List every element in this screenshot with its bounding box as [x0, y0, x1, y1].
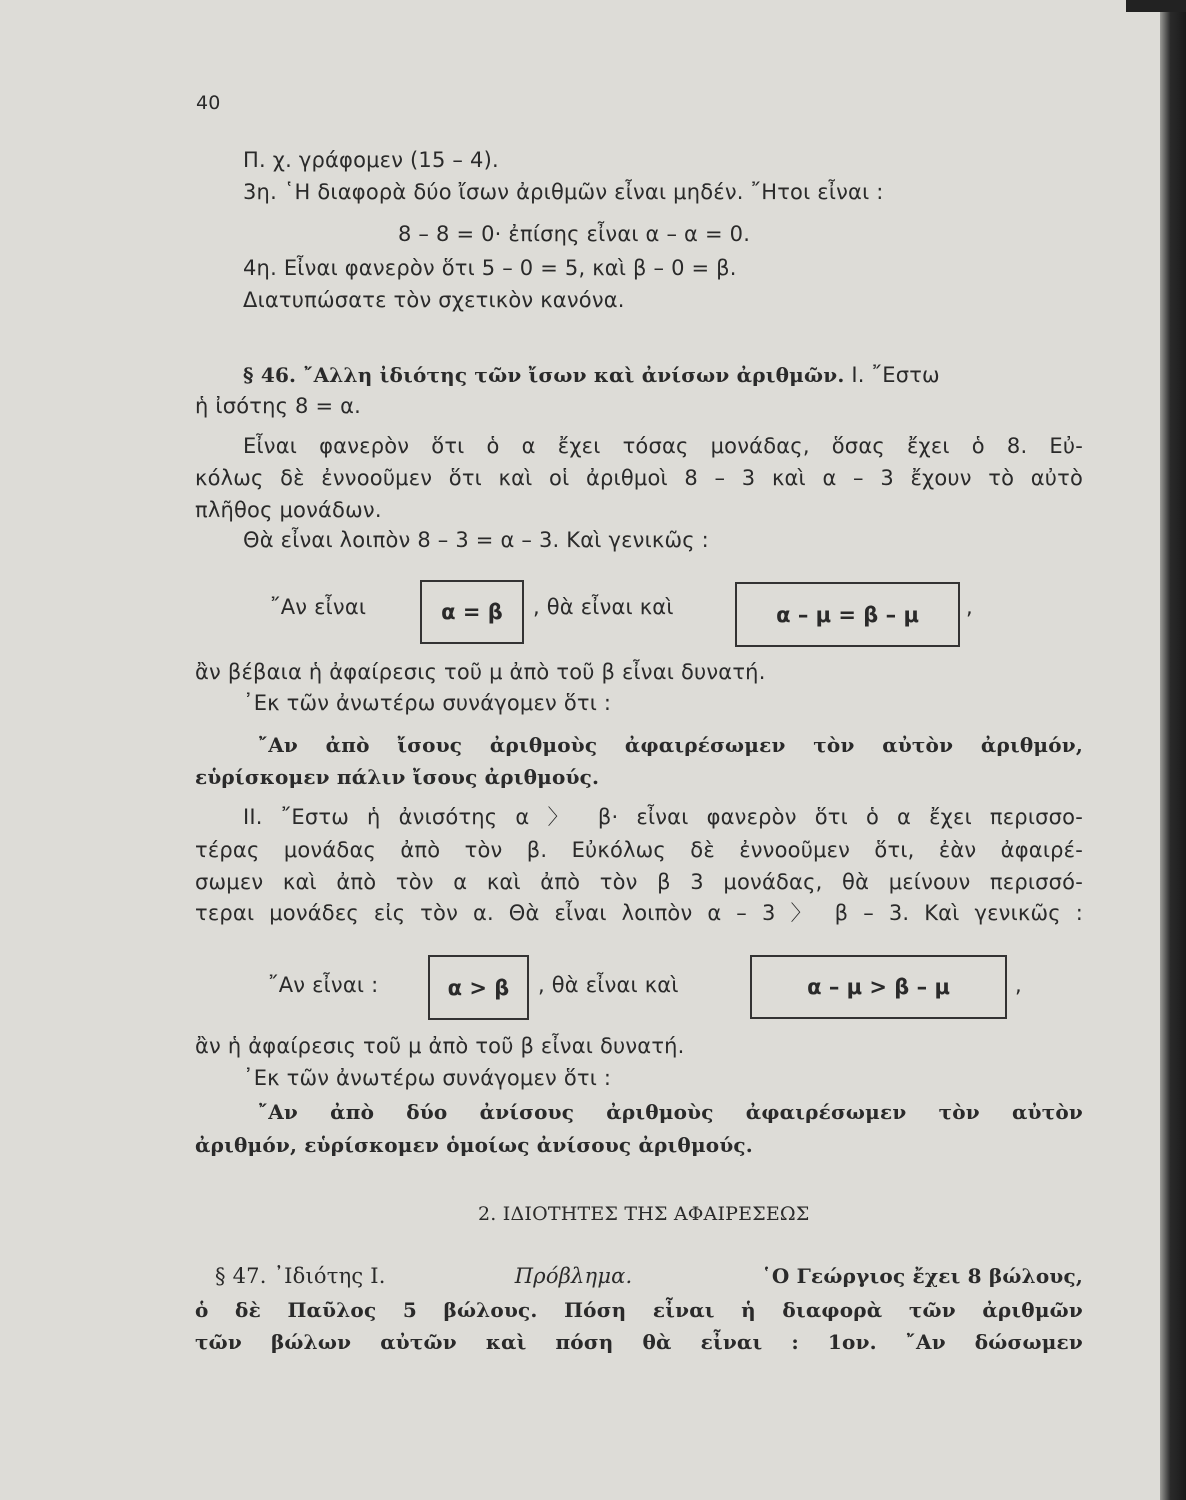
text-line: ἂν ἡ ἀφαίρεσις τοῦ μ ἀπὸ τοῦ β εἶναι δυνατή. [195, 1034, 685, 1058]
text-line: Θὰ εἶναι λοιπὸν 8 – 3 = α – 3. Καὶ γενικῶς : [243, 528, 709, 552]
text-line: II. ῎Εστω ἡ ἀνισότης α 〉 β· εἶναι φανερὸν ὅτι ὁ α ἔχει περισσο- [243, 805, 1083, 829]
rule2-if: ῎Αν εἶναι : [268, 973, 379, 997]
text-line: ᾿Εκ τῶν ἀνωτέρω συνάγομεν ὅτι : [243, 1066, 612, 1090]
scan-corner [1126, 0, 1186, 12]
text-line: τεραι μονάδες εἰς τὸν α. Θὰ εἶναι λοιπὸν α – 3 〉 β – 3. Καὶ γενικῶς : [195, 901, 1083, 925]
rule2-comma: , [1015, 973, 1022, 997]
rule1-box-premise: α = β [420, 580, 524, 644]
section-47-lead: § 47. ᾿Ιδιότης I. [215, 1264, 386, 1288]
problem-text: τῶν βώλων αὐτῶν καὶ πόση θὰ εἶναι : 1ον. ῎Αν δώσωμεν [195, 1330, 1083, 1354]
rule1-if: ῎Αν εἶναι [270, 595, 367, 619]
section-46-title [243, 360, 940, 390]
problem-label: Πρόβλημα. [514, 1264, 633, 1288]
text-line: πλῆθος μονάδων. [195, 498, 382, 522]
text-line: κόλως δὲ ἐννοοῦμεν ὅτι καὶ οἱ ἀριθμοὶ 8 – 3 καὶ α – 3 ἔχουν τὸ αὐτὸ [195, 466, 1083, 490]
text-line: ἂν βέβαια ἡ ἀφαίρεσις τοῦ μ ἀπὸ τοῦ β εἶναι δυνατή. [195, 660, 766, 684]
problem-text: ῾Ο Γεώργιος ἔχει 8 βώλους, [761, 1264, 1083, 1288]
rule-statement: εὑρίσκομεν πάλιν ἴσους ἀριθμούς. [195, 765, 600, 789]
rule2-box-conclusion: α – μ > β – μ [750, 955, 1007, 1019]
section-title: § 46. ῎Αλλη ἰδιότης τῶν ἴσων καὶ ἀνίσων ἀριθμῶν. [243, 363, 845, 387]
text-line: ἡ ἰσότης 8 = α. [195, 394, 362, 418]
section-47-line [215, 1261, 1083, 1291]
rule2-then: , θὰ εἶναι καὶ [538, 973, 679, 997]
text-line: Π. χ. γράφομεν (15 – 4). [243, 148, 499, 172]
section-title-rest: I. ῎Εστω [851, 363, 940, 387]
problem-text: ὁ δὲ Παῦλος 5 βώλους. Πόση εἶναι ἡ διαφορὰ τῶν ἀριθμῶν [195, 1298, 1083, 1322]
chapter-heading: 2. ΙΔΙΟΤΗΤΕΣ ΤΗΣ ΑΦΑΙΡΕΣΕΩΣ [478, 1203, 810, 1225]
text-line: Διατυπώσατε τὸν σχετικὸν κανόνα. [243, 288, 625, 312]
text-line: 3η. ῾Η διαφορὰ δύο ἴσων ἀριθμῶν εἶναι μηδέν. ῎Ητοι εἶναι : [243, 180, 884, 204]
text-line: τέρας μονάδας ἀπὸ τὸν β. Εὐκόλως δὲ ἐννοοῦμεν ὅτι, ἐὰν ἀφαιρέ- [195, 838, 1083, 862]
text-line: Εἶναι φανερὸν ὅτι ὁ α ἔχει τόσας μονάδας, ὅσας ἔχει ὁ 8. Εὐ- [243, 434, 1083, 458]
formula-line: 8 – 8 = 0· ἐπίσης εἶναι α – α = 0. [398, 222, 751, 246]
rule-statement: ἀριθμόν, εὑρίσκομεν ὁμοίως ἀνίσους ἀριθμούς. [195, 1133, 753, 1157]
rule1-comma: , [966, 595, 973, 619]
rule1-then: , θὰ εἶναι καὶ [533, 595, 674, 619]
text-line: σωμεν καὶ ἀπὸ τὸν α καὶ ἀπὸ τὸν β 3 μονάδας, θὰ μείνουν περισσό- [195, 870, 1083, 894]
text-line: ᾿Εκ τῶν ἀνωτέρω συνάγομεν ὅτι : [243, 691, 612, 715]
page-number: 40 [196, 92, 221, 114]
rule2-box-premise: α > β [428, 955, 529, 1020]
text-line: 4η. Εἶναι φανερὸν ὅτι 5 – 0 = 5, καὶ β – 0 = β. [243, 256, 737, 280]
rule1-box-conclusion: α – μ = β – μ [735, 582, 960, 647]
rule-statement: ῎Αν ἀπὸ δύο ἀνίσους ἀριθμοὺς ἀφαιρέσωμεν τὸν αὐτὸν [258, 1100, 1083, 1124]
scan-edge [1160, 0, 1186, 1500]
rule-statement: ῎Αν ἀπὸ ἴσους ἀριθμοὺς ἀφαιρέσωμεν τὸν αὐτὸν ἀριθμόν, [258, 733, 1083, 757]
